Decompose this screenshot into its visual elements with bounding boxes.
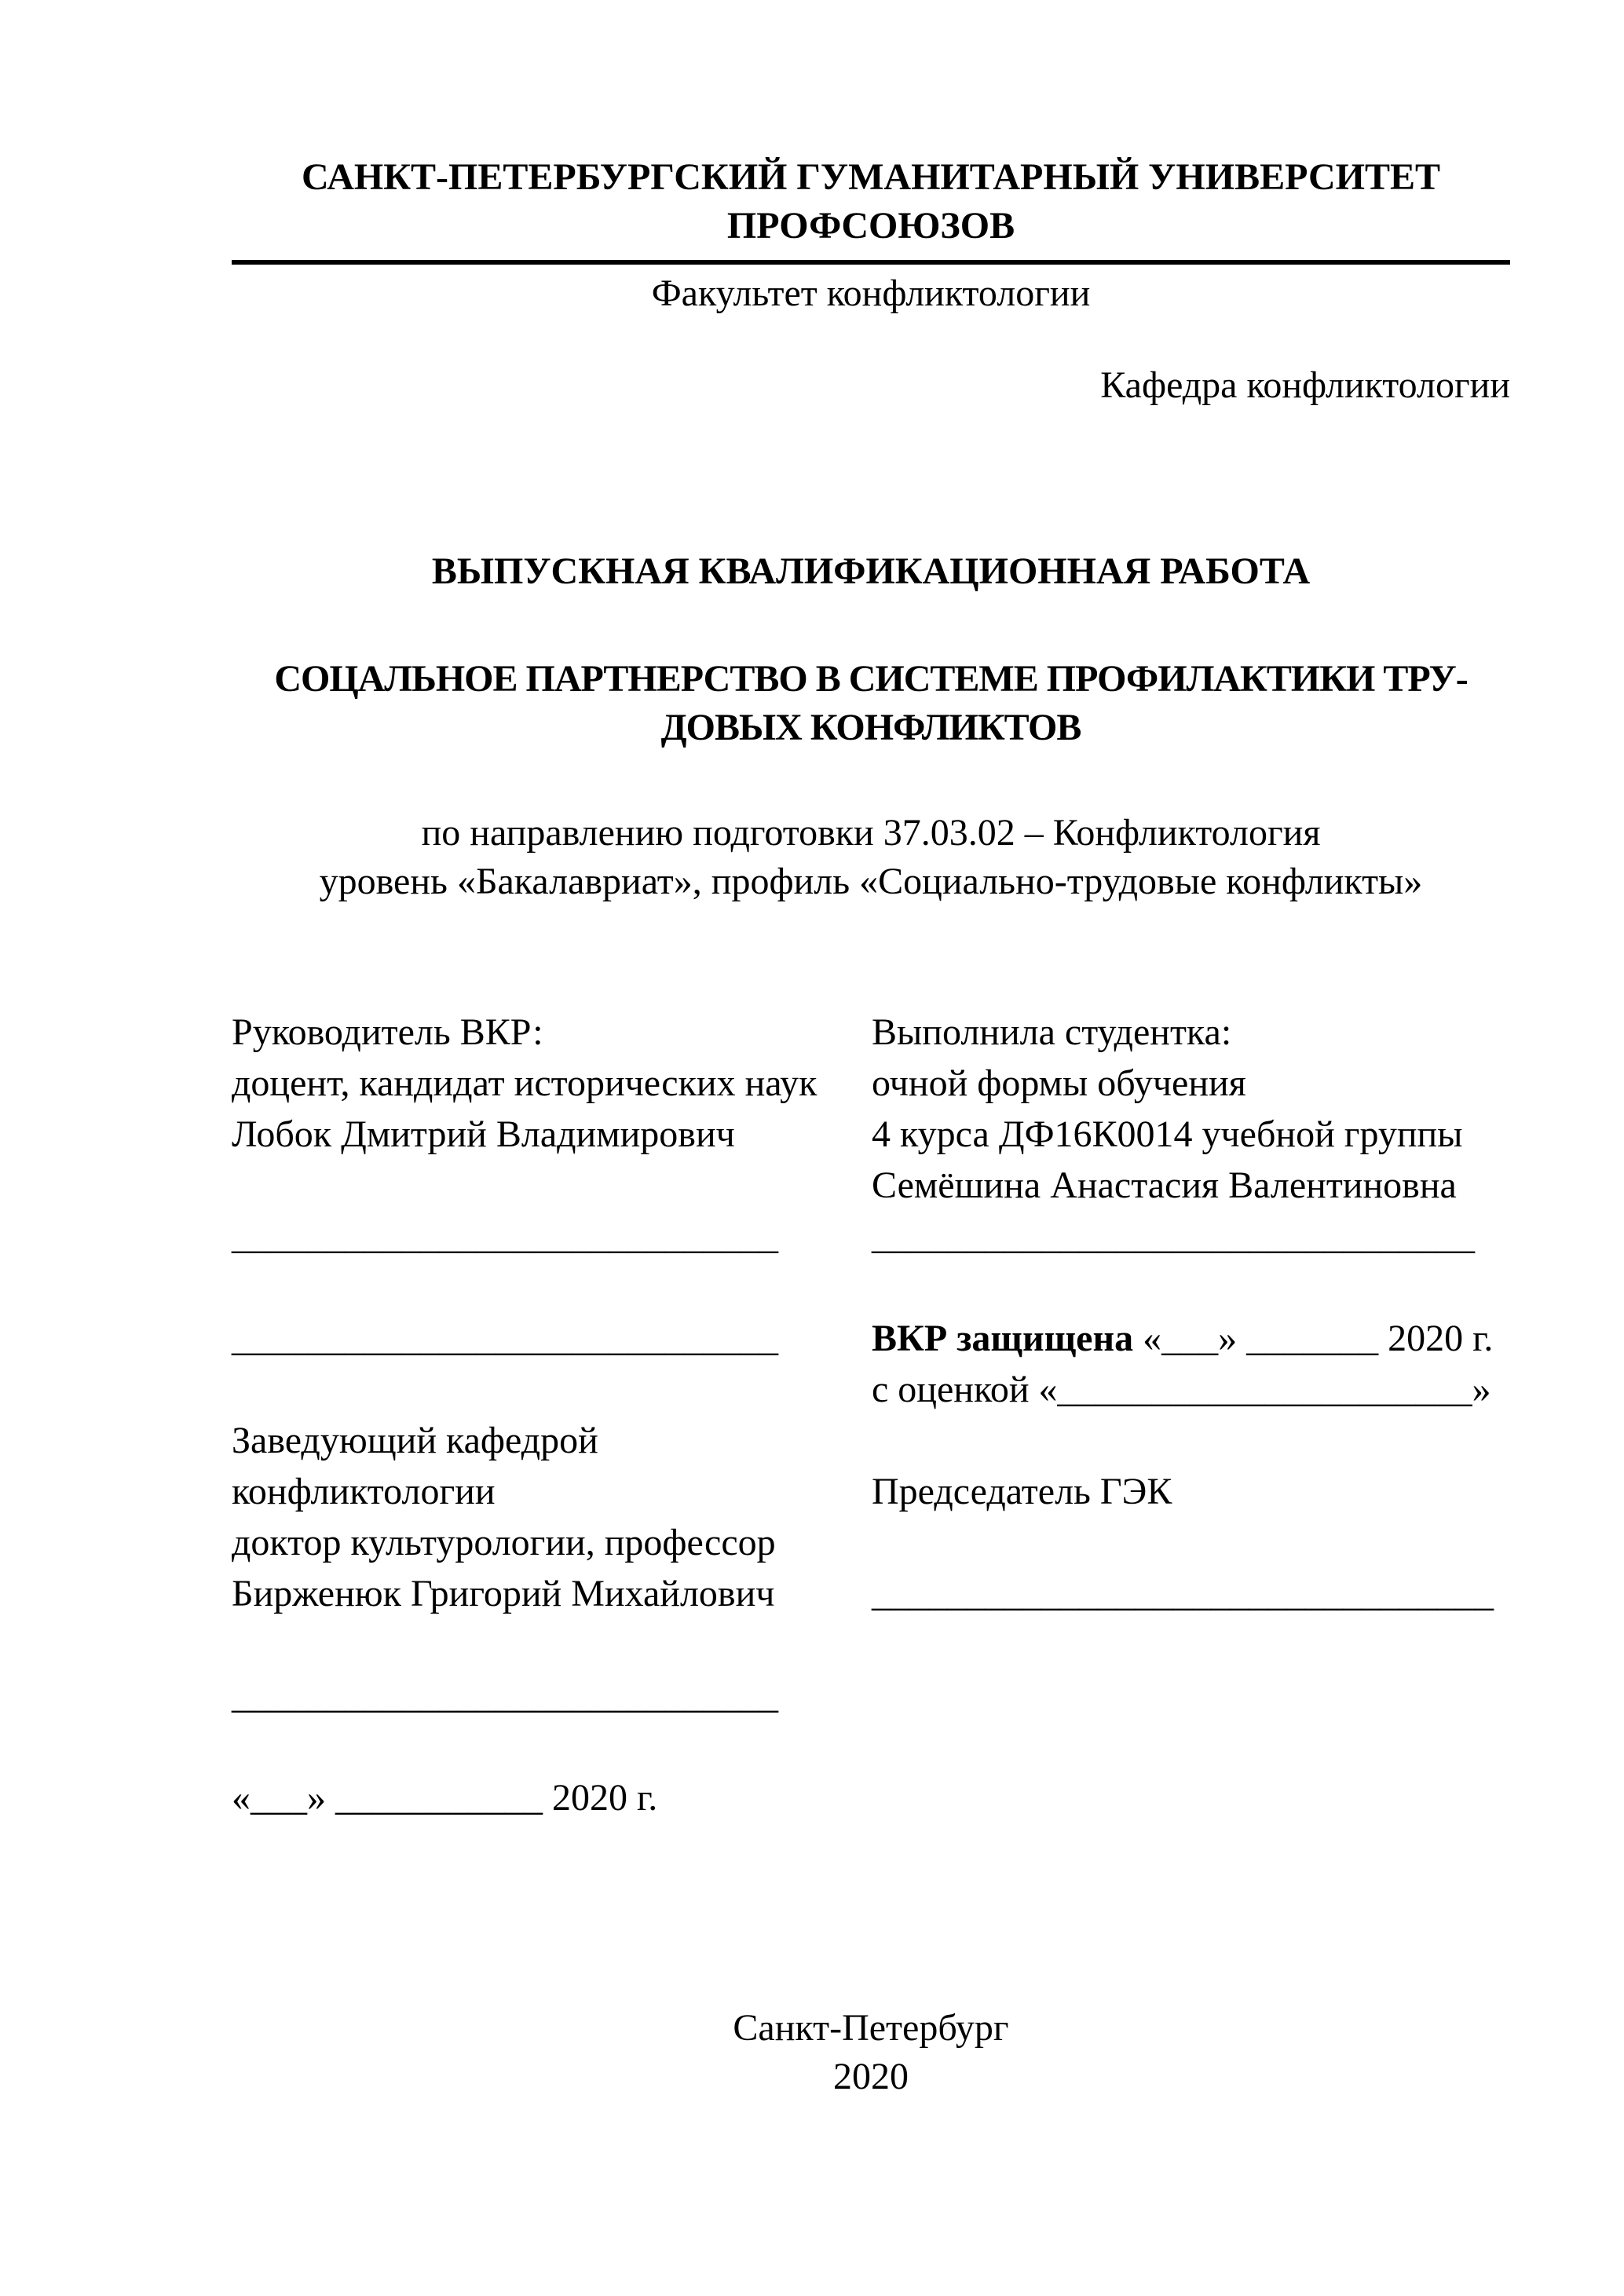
department-name: Кафедра конфликтологии (1100, 364, 1510, 406)
work-type-title: ВЫПУСКНАЯ КВАЛИФИКАЦИОННАЯ РАБОТА (431, 550, 1311, 592)
spacer (232, 1364, 872, 1415)
spacer (232, 1619, 872, 1670)
student-name: Семёшина Анастасия Валентиновна (872, 1164, 1457, 1206)
defense-grade-line: с оценкой «______________________» (872, 1369, 1491, 1410)
head-date-line: «___» ___________ 2020 г. (232, 1777, 658, 1819)
footer-city: Санкт-Петербург (733, 2007, 1009, 2049)
spacer (232, 1262, 872, 1313)
head-position-line1: Заведующий кафедрой (232, 1420, 598, 1461)
student-group: 4 курса ДФ16К0014 учебной группы (872, 1113, 1463, 1155)
spacer (872, 1772, 1510, 1823)
university-name-line1: САНКТ-ПЕТЕРБУРГСКИЙ ГУМАНИТАРНЫЙ УНИВЕРСИТЕТ (301, 156, 1441, 198)
spacer (872, 1721, 1510, 1772)
student-study-form: очной формы обучения (872, 1062, 1246, 1104)
spacer (872, 1517, 1510, 1568)
thesis-title-line2: ДОВЫХ КОНФЛИКТОВ (660, 707, 1081, 748)
university-name-line2: ПРОФСОЮЗОВ (726, 205, 1015, 247)
head-signature-line: _____________________________ (232, 1675, 778, 1717)
supervisor-degree: доцент, кандидат исторических наук (232, 1062, 817, 1104)
supervisor-label: Руководитель ВКР: (232, 1011, 543, 1053)
head-position-line2: конфликтологии (232, 1471, 496, 1512)
spacer (872, 1670, 1510, 1721)
spacer (232, 1721, 872, 1772)
head-name: Бирженюк Григорий Михайлович (232, 1573, 775, 1614)
spacer (872, 1415, 1510, 1466)
thesis-title-line1: СОЦАЛЬНОЕ ПАРТНЕРСТВО В СИСТЕМЕ ПРОФИЛАКТИКИ ТРУ- (274, 658, 1468, 700)
spacer (232, 1160, 872, 1211)
footer-year: 2020 (833, 2056, 909, 2097)
defense-date-line (872, 1313, 1510, 1364)
supervisor-signature-line: _____________________________ (232, 1216, 778, 1257)
university-header (232, 153, 1510, 265)
defense-date-blanks: «___» _______ 2020 г. (1133, 1318, 1494, 1359)
student-signature-line: ________________________________ (872, 1216, 1475, 1257)
study-level-profile: уровень «Бакалавриат», профиль «Социально-трудовые конфликты» (319, 861, 1423, 902)
student-label: Выполнила студентка: (872, 1011, 1232, 1053)
spacer (872, 1619, 1510, 1670)
chairman-label: Председатель ГЭК (872, 1471, 1172, 1512)
chairman-signature-line: _________________________________ (872, 1573, 1494, 1614)
study-program: по направлению подготовки 37.03.02 – Конфликтология (421, 812, 1321, 854)
signatures-section (232, 1007, 1510, 1823)
head-degree: доктор культурологии, профессор (232, 1522, 776, 1563)
supervisor-signature-line2: _____________________________ (232, 1318, 778, 1359)
spacer (872, 1262, 1510, 1313)
supervisor-name: Лобок Дмитрий Владимирович (232, 1113, 735, 1155)
faculty-name: Факультет конфликтологии (651, 272, 1091, 314)
defense-date-label: ВКР защищена (872, 1318, 1134, 1359)
